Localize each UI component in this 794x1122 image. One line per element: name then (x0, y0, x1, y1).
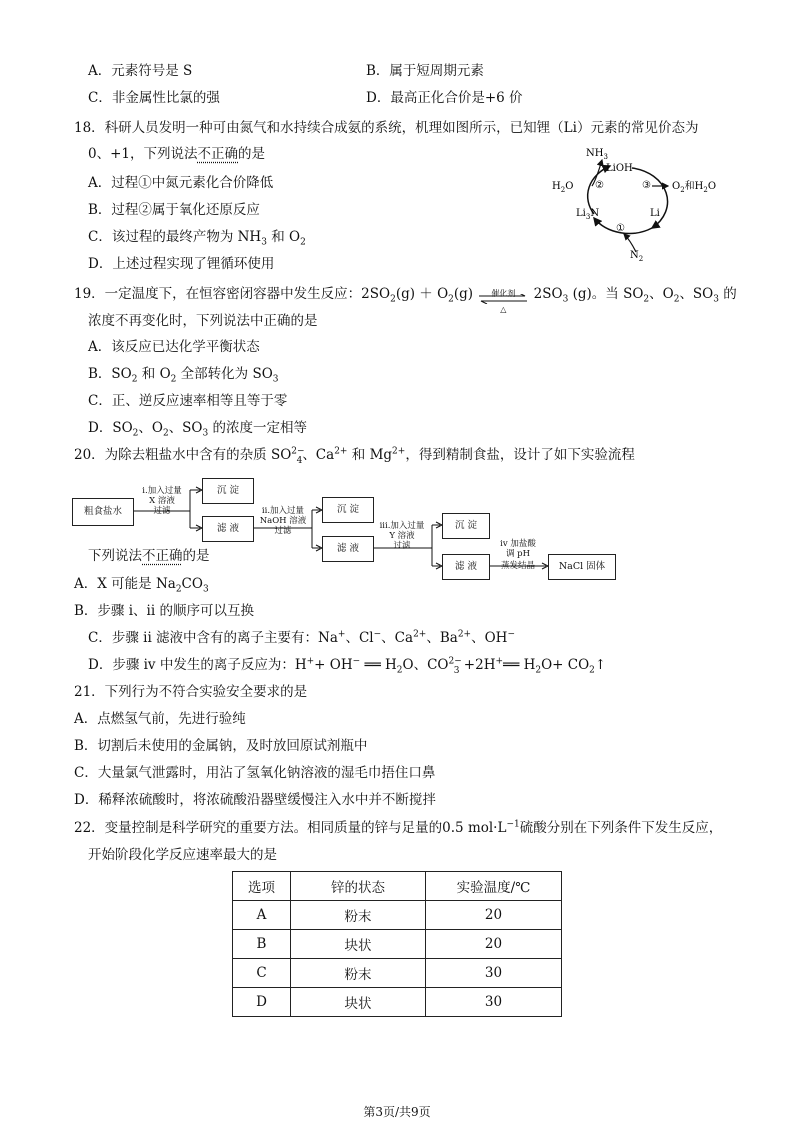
q20-option-a: A．X 可能是 $Na_2CO_3$ (74, 576, 209, 595)
q21-option-a: A．点燃氢气前，先进行验纯 (74, 711, 246, 727)
table-cell: 30 (426, 988, 562, 1017)
q19-option-a: A．该反应已达化学平衡状态 (88, 339, 260, 355)
equilibrium-arrow: 催化剂 △ (477, 286, 529, 304)
precipitate-box-3: 沉 淀 (442, 513, 490, 539)
conditions-table (232, 871, 562, 1017)
nacl-solid-box: NaCl 固体 (548, 554, 616, 580)
table-row (233, 988, 562, 1017)
step2-label: ② (595, 180, 604, 191)
lithium-cycle-diagram (540, 140, 730, 265)
table-header-row (233, 872, 562, 901)
h2o-label: $H_2O$ (552, 181, 574, 194)
filtrate-box-1: 滤 液 (202, 516, 254, 542)
crude-brine-box: 粗食盐水 (72, 498, 134, 526)
header-option: 选项 (233, 872, 291, 901)
q19-option-b: B．$SO_2$ 和 $O_2$ 全部转化为 $SO_3$ (88, 366, 279, 385)
table-cell: 块状 (291, 988, 426, 1017)
precipitate-box-1: 沉 淀 (202, 478, 254, 504)
step3-label: iii.加入过量 Y 溶液 过滤 (379, 521, 425, 551)
o2-h2o-label: $O_2$和$H_2O$ (672, 181, 717, 194)
q17-option-b: B．属于短周期元素 (366, 63, 484, 79)
table-cell: 粉末 (291, 959, 426, 988)
table-cell: 20 (426, 901, 562, 930)
table-row (233, 930, 562, 959)
filtrate-box-2: 滤 液 (322, 536, 374, 562)
table-cell: 20 (426, 930, 562, 959)
table-cell: A (233, 901, 291, 930)
q20-stem: 20．为除去粗盐水中含有的杂质 $SO^{2-}_4$、$Ca^{2+}$ 和 $Mg^{2+}$，得到精制食盐，设计了如下实验流程 (74, 446, 635, 466)
step3-label: ③ (642, 180, 651, 191)
step1-label: i.加入过量 X 溶液 过滤 (142, 486, 182, 516)
step1-label: ① (616, 223, 625, 234)
li3n-label: $Li_3N$ (576, 208, 600, 221)
lioh-label: LiOH (606, 163, 633, 174)
q17-option-a: A．元素符号是 S (88, 63, 193, 79)
q18-stem-line2: 0、+1，下列说法不正确的是 (88, 146, 265, 162)
page-footer: 第3页/共9页 (363, 1105, 431, 1119)
q18-option-d: D．上述过程实现了锂循环使用 (88, 256, 275, 272)
step2-label: ii.加入过量 NaOH 溶液 过滤 (259, 506, 307, 536)
q17-option-c: C．非金属性比氯的强 (88, 90, 220, 106)
table-cell: 30 (426, 959, 562, 988)
q21-option-b: B．切割后未使用的金属钠，及时放回原试剂瓶中 (74, 738, 368, 754)
q18-option-b: B．过程②属于氧化还原反应 (88, 202, 260, 218)
li-label: Li (650, 208, 660, 219)
q19-stem-line2: 浓度不再变化时，下列说法中正确的是 (88, 313, 318, 329)
table-cell: 粉末 (291, 901, 426, 930)
q20-option-b: B．步骤 i、ii 的顺序可以互换 (74, 603, 254, 619)
q19-option-c: C．正、逆反应速率相等且等于零 (88, 393, 288, 409)
header-zinc-state: 锌的状态 (291, 872, 426, 901)
precipitate-box-2: 沉 淀 (322, 497, 374, 523)
q22-stem-line2: 开始阶段化学反应速率最大的是 (88, 847, 277, 863)
table-row (233, 959, 562, 988)
step4-label: iv 加盐酸 调 pH 蒸发结晶 (500, 539, 536, 571)
q21-stem: 21．下列行为不符合实验安全要求的是 (74, 684, 308, 700)
table-cell: 块状 (291, 930, 426, 959)
q18-option-a: A．过程①中氮元素化合价降低 (88, 175, 274, 191)
nh3-label: $NH_3$ (586, 148, 608, 161)
filtrate-box-3: 滤 液 (442, 554, 490, 580)
q17-option-d: D．最高正化合价是+6 价 (366, 90, 523, 106)
q18-stem-line1: 18．科研人员发明一种可由氮气和水持续合成氨的系统，机理如图所示，已知锂（Li）元素的常见价态为 (74, 120, 699, 136)
q21-option-d: D．稀释浓硫酸时，将浓硫酸沿器壁缓慢注入水中并不断搅拌 (74, 792, 436, 808)
table-cell: C (233, 959, 291, 988)
q20-option-c: C．步骤 ii 滤液中含有的离子主要有：Na+、Cl−、$Ca^{2+}$、$Ba^{2+}$、OH− (88, 629, 515, 646)
table-cell: D (233, 988, 291, 1017)
q21-option-c: C．大量氯气泄露时，用沾了氢氧化钠溶液的湿毛巾捂住口鼻 (74, 765, 436, 781)
q18-option-c: C．该过程的最终产物为 $NH_3$ 和 $O_2$ (88, 229, 306, 248)
q19-option-d: D．$SO_2$、$O_2$、$SO_3$ 的浓度一定相等 (88, 420, 308, 439)
q22-stem-line1: 22．变量控制是科学研究的重要方法。相同质量的锌与足量的0.5 $mol\cdot L^{-1}$硫酸分别在下列条件下发生反应， (74, 819, 723, 836)
q20-option-d: D．步骤 iv 中发生的离子反应为：H++ OH− ══ $H_2O$、$CO^{2-}_3$ +2H+══ $H_2O+$ $CO_2↑$ (88, 656, 607, 676)
header-temperature: 实验温度/℃ (426, 872, 562, 901)
q19-stem-line1: 19．一定温度下，在恒容密闭容器中发生反应：$2SO_2(g) + O_2(g)$ 催化剂 △ $2SO_3$ (g)。当 $SO_2$、$O_2$、$SO_3$ 的 (74, 286, 737, 314)
table-cell: B (233, 930, 291, 959)
q20-question-line: 下列说法不正确的是 (88, 548, 210, 564)
table-row (233, 901, 562, 930)
n2-label: $N_2$ (630, 250, 644, 263)
